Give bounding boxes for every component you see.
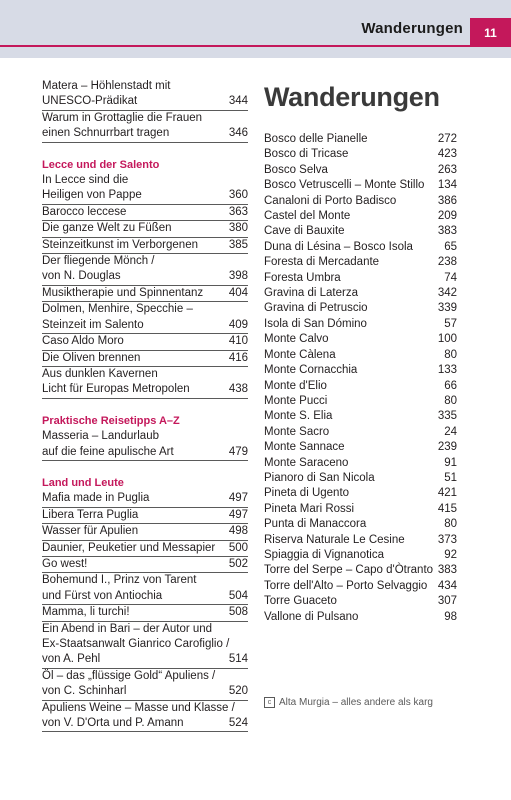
hike-name: Monte S. Elia [264, 410, 333, 423]
hike-page: 66 [444, 379, 457, 392]
hike-page: 339 [437, 302, 457, 315]
hike-item[interactable] [264, 240, 457, 255]
hike-name: Duna di Lésina – Bosco Isola [264, 240, 413, 253]
toc-entry[interactable] [42, 652, 248, 668]
hike-page: 74 [444, 271, 457, 284]
toc-entry-text: Barocco leccese [42, 205, 127, 218]
toc-entry-text: Der fliegende Mönch / [42, 255, 155, 268]
hike-name: Cave di Bauxite [264, 225, 345, 238]
hike-name: Vallone di Pulsano [264, 610, 359, 623]
toc-entry-text: Steinzeitkunst im Verborgenen [42, 238, 198, 251]
toc-entry-text: Apuliens Weine – Masse und Klasse / [42, 701, 235, 714]
hike-item[interactable] [264, 163, 457, 178]
hike-name: Torre del Serpe – Capo d'Òtranto [264, 564, 434, 577]
toc-entry-text: auf die feine apulische Art [42, 445, 174, 458]
hike-item[interactable] [264, 332, 457, 347]
toc-entry-text: einen Schnurrbart tragen [42, 127, 170, 140]
hike-item[interactable] [264, 471, 457, 486]
toc-entry[interactable] [42, 589, 248, 605]
hike-page: 100 [437, 333, 457, 346]
hike-page: 80 [444, 348, 457, 361]
hike-item[interactable] [264, 425, 457, 440]
hike-name: Monte Saraceno [264, 456, 349, 469]
hike-item[interactable] [264, 255, 457, 270]
hike-item[interactable] [264, 594, 457, 609]
page-header [0, 0, 511, 58]
toc-entry-text: Aus dunklen Kavernen [42, 367, 158, 380]
hike-page: 98 [444, 610, 457, 623]
hike-name: Punta di Manaccora [264, 518, 367, 531]
toc-entry-page: 502 [228, 557, 248, 570]
toc-entry-page: 504 [228, 589, 248, 602]
hike-item[interactable] [264, 147, 457, 162]
toc-entry-page: 524 [228, 717, 248, 730]
toc-entry-page: 409 [228, 318, 248, 331]
toc-entry[interactable] [42, 318, 248, 334]
header-rule [0, 45, 470, 47]
toc-entry-text: von V. D'Orta und P. Amann [42, 717, 184, 730]
sidebar-note [264, 697, 433, 708]
hike-item[interactable] [264, 209, 457, 224]
page-number: 11 [470, 18, 511, 47]
hike-page: 57 [444, 317, 457, 330]
toc-entry-page: 497 [228, 492, 248, 505]
hike-name: Monte Cornacchia [264, 364, 358, 377]
hike-name: Isola di San Dómino [264, 317, 367, 330]
toc-entry-line [42, 573, 248, 588]
hike-name: Bosco di Tricase [264, 148, 349, 161]
toc-entry-page: 360 [228, 189, 248, 202]
toc-entry-line [42, 302, 248, 317]
hike-page: 342 [437, 287, 457, 300]
hike-name: Gravina di Petruscio [264, 302, 368, 315]
hike-item[interactable] [264, 579, 457, 594]
hike-name: Spiaggia di Vignanotica [264, 548, 384, 561]
toc-entry-page: 438 [228, 383, 248, 396]
note-marker-icon: c [264, 697, 275, 708]
hike-page: 423 [437, 148, 457, 161]
toc-entry-page: 385 [228, 238, 248, 251]
toc-entry-text: Steinzeit im Salento [42, 318, 144, 331]
hike-name: Riserva Naturale Le Cesine [264, 533, 405, 546]
hike-name: Monte Sannace [264, 441, 345, 454]
hike-page: 263 [437, 163, 457, 176]
hike-item[interactable] [264, 363, 457, 378]
toc-entry[interactable] [42, 126, 248, 142]
toc-entry-text: In Lecce sind die [42, 174, 129, 187]
toc-entry-page: 346 [228, 127, 248, 140]
toc-right-column [264, 82, 457, 625]
toc-entry[interactable] [42, 94, 248, 110]
hike-item[interactable] [264, 348, 457, 363]
toc-entry[interactable] [42, 445, 248, 461]
toc-section-title: Praktische Reisetipps A–Z [42, 414, 180, 427]
hike-page: 415 [437, 502, 457, 515]
toc-entry-page: 497 [228, 508, 248, 521]
toc-section-title: Land und Leute [42, 476, 124, 489]
toc-entry[interactable] [42, 221, 248, 237]
hike-page: 238 [437, 256, 457, 269]
toc-entry-text: und Fürst von Antiochia [42, 589, 163, 602]
toc-entry-text: Daunier, Peuketier und Messapier [42, 541, 216, 554]
toc-entry-page: 520 [228, 685, 248, 698]
hike-name: Castel del Monte [264, 210, 351, 223]
toc-entry-text: Licht für Europas Metropolen [42, 383, 190, 396]
toc-entry-page: 380 [228, 222, 248, 235]
toc-entry[interactable] [42, 188, 248, 204]
hike-item[interactable] [264, 394, 457, 409]
hike-page: 80 [444, 394, 457, 407]
toc-entry-text: Ex-Staatsanwalt Gianrico Carofiglio / [42, 638, 230, 650]
toc-entry-line [42, 622, 248, 637]
toc-entry-page: 398 [228, 270, 248, 283]
toc-entry[interactable] [42, 508, 248, 524]
hike-page: 434 [437, 579, 457, 592]
toc-entry-text: Bohemund I., Prinz von Tarent [42, 574, 197, 587]
hike-page: 134 [437, 179, 457, 192]
toc-entry[interactable] [42, 684, 248, 700]
toc-entry-line [42, 429, 248, 444]
toc-entry-text: Wasser für Apulien [42, 525, 139, 538]
toc-entry-line [42, 637, 248, 652]
hike-page: 421 [437, 487, 457, 500]
hike-name: Torre Guaceto [264, 595, 337, 608]
hike-item[interactable] [264, 610, 457, 625]
hike-name: Gravina di Laterza [264, 287, 358, 300]
hike-item[interactable] [264, 224, 457, 239]
hike-page: 386 [437, 194, 457, 207]
hike-name: Monte Calvo [264, 333, 329, 346]
hike-item[interactable] [264, 286, 457, 301]
toc-section-title: Lecce und der Salento [42, 158, 160, 171]
hike-page: 239 [437, 441, 457, 454]
hike-name: Foresta di Mercadante [264, 256, 380, 269]
toc-entry-page: 500 [228, 541, 248, 554]
hike-name: Monte d'Elio [264, 379, 327, 392]
toc-entry-line [42, 701, 248, 716]
section-heading: Wanderungen [264, 82, 440, 112]
toc-entry[interactable] [42, 205, 248, 221]
toc-entry-text: Matera – Höhlenstadt mit [42, 80, 171, 92]
toc-entry[interactable] [42, 286, 248, 302]
hike-name: Pianoro di San Nicola [264, 471, 375, 484]
hike-item[interactable] [264, 301, 457, 316]
toc-entry-text: Öl – das „flüssige Gold“ Apuliens / [42, 669, 216, 682]
hike-item[interactable] [264, 271, 457, 286]
hike-name: Bosco delle Pianelle [264, 133, 368, 145]
toc-entry-page: 404 [228, 286, 248, 299]
toc-entry-text: Masseria – Landurlaub [42, 430, 159, 443]
toc-entry-text: von C. Schinharl [42, 685, 127, 698]
hike-item[interactable] [264, 317, 457, 332]
toc-entry-text: Die Oliven brennen [42, 351, 141, 364]
hike-item[interactable] [264, 548, 457, 563]
toc-entry-line [42, 254, 248, 269]
toc-entry-line [42, 111, 248, 126]
toc-entry-line [42, 669, 248, 684]
toc-entry-page: 363 [228, 205, 248, 218]
toc-entry-text: Warum in Grottaglie die Frauen [42, 111, 203, 124]
toc-entry[interactable] [42, 541, 248, 557]
hike-page: 80 [444, 518, 457, 531]
toc-entry-line [42, 79, 248, 94]
hike-page: 383 [437, 564, 457, 577]
toc-entry-text: Ein Abend in Bari – der Autor und [42, 622, 213, 635]
toc-entry-text: Mafia made in Puglia [42, 492, 150, 505]
hike-name: Pineta di Ugento [264, 487, 350, 500]
note-text: Alta Murgia – alles andere als karg [279, 697, 433, 708]
toc-entry-text: UNESCO-Prädikat [42, 95, 138, 108]
toc-entry-page: 514 [228, 653, 248, 666]
toc-entry[interactable] [42, 491, 248, 507]
hike-item[interactable] [264, 563, 457, 578]
toc-entry-page: 479 [228, 445, 248, 458]
hike-name: Pineta Mari Rossi [264, 502, 355, 515]
hike-page: 133 [437, 364, 457, 377]
hike-page: 209 [437, 210, 457, 223]
hike-item[interactable] [264, 502, 457, 517]
toc-entry-text: Die ganze Welt zu Füßen [42, 222, 172, 235]
hike-page: 24 [444, 425, 457, 438]
toc-entry[interactable] [42, 524, 248, 540]
hike-name: Foresta Umbra [264, 271, 341, 284]
toc-entry-text: Libera Terra Puglia [42, 508, 139, 521]
toc-left-column [42, 79, 248, 732]
hike-name: Canaloni di Porto Badisco [264, 194, 397, 207]
hike-item[interactable] [264, 379, 457, 394]
toc-entry-page: 344 [228, 95, 248, 108]
hike-name: Monte Pucci [264, 394, 328, 407]
toc-entry-text: Go west! [42, 557, 88, 570]
hike-page: 307 [437, 595, 457, 608]
toc-entry[interactable] [42, 238, 248, 254]
hike-item[interactable] [264, 409, 457, 424]
hike-name: Torre dell'Alto – Porto Selvaggio [264, 579, 428, 592]
hike-item[interactable] [264, 517, 457, 532]
toc-entry-line [42, 367, 248, 382]
hike-page: 65 [444, 240, 457, 253]
toc-entry[interactable] [42, 382, 248, 398]
toc-entry-page: 410 [228, 335, 248, 348]
hike-name: Bosco Selva [264, 163, 328, 176]
hike-item[interactable] [264, 486, 457, 501]
toc-entry-text: Caso Aldo Moro [42, 335, 124, 348]
toc-entry[interactable] [42, 557, 248, 573]
toc-entry-text: Musiktherapie und Spinnentanz [42, 286, 204, 299]
hike-page: 373 [437, 533, 457, 546]
hike-list [264, 132, 457, 625]
toc-entry-page: 416 [228, 351, 248, 364]
toc-entry[interactable] [42, 269, 248, 285]
toc-entry-line [42, 173, 248, 188]
hike-page: 383 [437, 225, 457, 238]
hike-page: 272 [437, 133, 457, 145]
hike-name: Monte Sacro [264, 425, 330, 438]
hike-item[interactable] [264, 456, 457, 471]
hike-name: Monte Càlena [264, 348, 336, 361]
toc-entry[interactable] [42, 351, 248, 367]
hike-name: Bosco Vetruscelli – Monte Stillo [264, 179, 425, 192]
toc-entry[interactable] [42, 334, 248, 350]
running-title: Wanderungen [361, 20, 463, 37]
toc-entry[interactable] [42, 716, 248, 732]
hike-page: 91 [444, 456, 457, 469]
hike-item[interactable] [264, 194, 457, 209]
toc-entry-text: Dolmen, Menhire, Specchie – [42, 303, 193, 316]
hike-page: 51 [444, 471, 457, 484]
toc-entry-text: von A. Pehl [42, 653, 101, 666]
toc-entry-text: Mamma, li turchi! [42, 606, 130, 619]
toc-entry-text: Heiligen von Pappe [42, 189, 142, 202]
hike-item[interactable] [264, 132, 457, 147]
toc-entry-page: 508 [228, 606, 248, 619]
hike-page: 92 [444, 548, 457, 561]
hike-item[interactable] [264, 533, 457, 548]
hike-item[interactable] [264, 178, 457, 193]
hike-item[interactable] [264, 440, 457, 455]
toc-entry[interactable] [42, 605, 248, 621]
hike-page: 335 [437, 410, 457, 423]
toc-entry-text: von N. Douglas [42, 270, 121, 283]
toc-entry-page: 498 [228, 525, 248, 538]
